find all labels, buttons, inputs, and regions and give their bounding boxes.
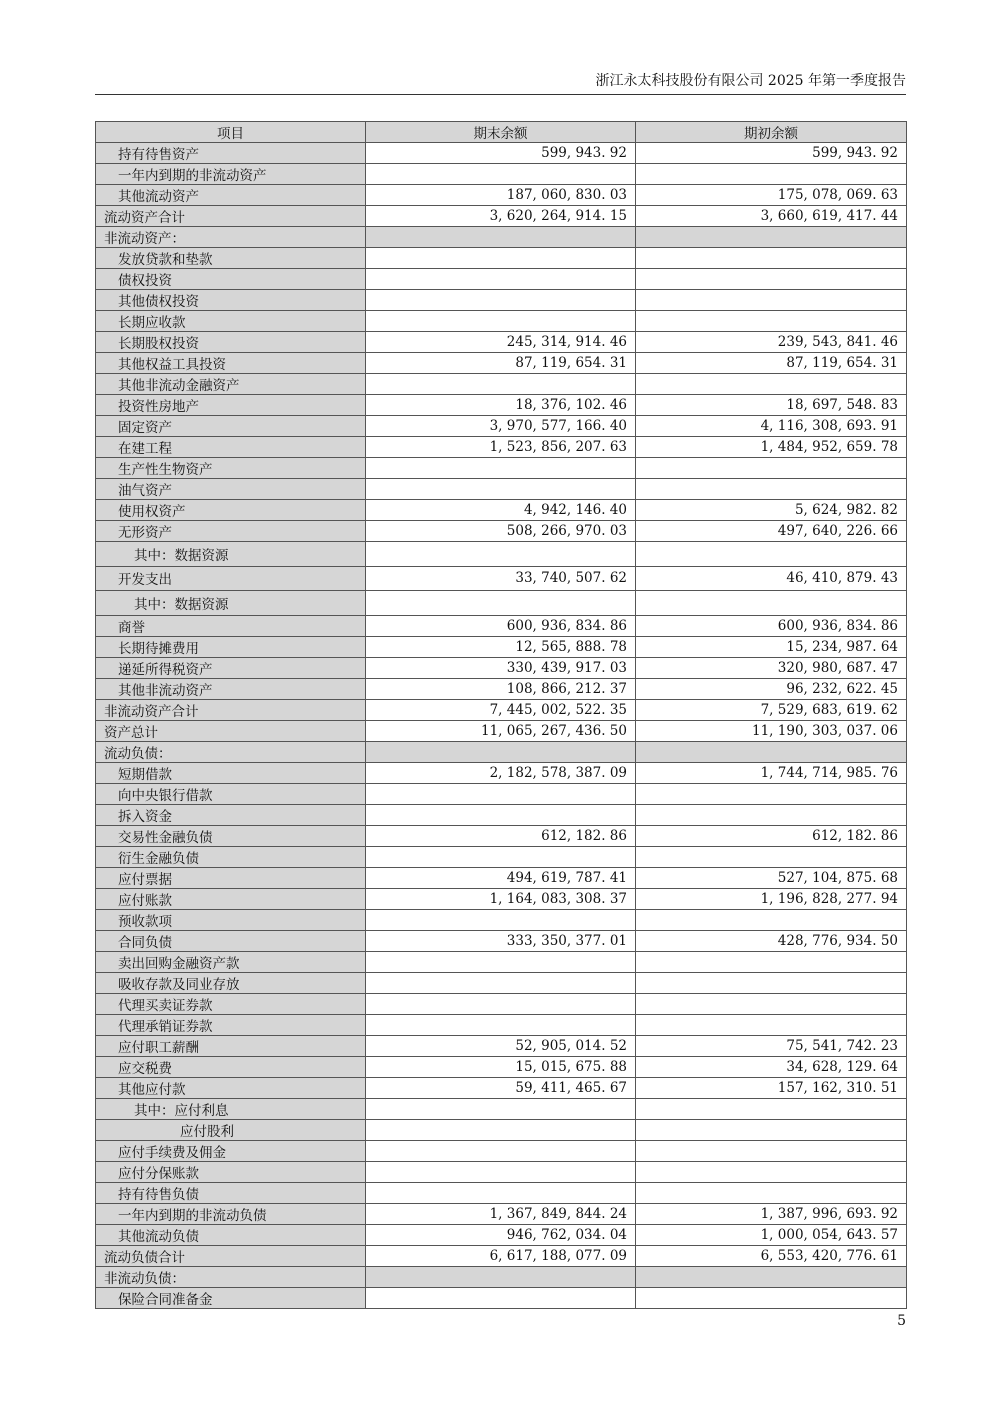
begin-balance-cell: 5, 624, 982. 82 <box>636 500 907 521</box>
row-label: 其他非流动金融资产 <box>96 374 366 395</box>
table-row <box>96 1098 907 1119</box>
table-row <box>96 1140 907 1161</box>
table-row <box>96 164 907 185</box>
end-balance-cell <box>366 846 636 867</box>
table-row <box>96 479 907 500</box>
begin-balance-cell <box>636 542 907 567</box>
begin-balance-cell: 75, 541, 742. 23 <box>636 1035 907 1056</box>
table-row <box>96 741 907 762</box>
column-header-begin-balance: 期初余额 <box>636 122 907 143</box>
end-balance-cell <box>366 783 636 804</box>
table-row <box>96 521 907 542</box>
begin-balance-cell <box>636 374 907 395</box>
end-balance-cell: 3, 970, 577, 166. 40 <box>366 416 636 437</box>
row-label: 持有待售资产 <box>96 143 366 164</box>
end-balance-cell <box>366 1287 636 1308</box>
row-label: 合同负债 <box>96 930 366 951</box>
end-balance-cell <box>366 1014 636 1035</box>
row-label: 代理承销证券款 <box>96 1014 366 1035</box>
end-balance-cell: 2, 182, 578, 387. 09 <box>366 762 636 783</box>
begin-balance-cell <box>636 1266 907 1287</box>
begin-balance-cell: 175, 078, 069. 63 <box>636 185 907 206</box>
table-row <box>96 269 907 290</box>
row-label: 应付票据 <box>96 867 366 888</box>
row-label: 应交税费 <box>96 1056 366 1077</box>
table-row <box>96 311 907 332</box>
table-row <box>96 804 907 825</box>
end-balance-cell: 11, 065, 267, 436. 50 <box>366 720 636 741</box>
row-label: 预收款项 <box>96 909 366 930</box>
table-row <box>96 678 907 699</box>
row-label: 应付分保账款 <box>96 1161 366 1182</box>
begin-balance-cell: 497, 640, 226. 66 <box>636 521 907 542</box>
begin-balance-cell <box>636 741 907 762</box>
table-row <box>96 615 907 636</box>
row-label: 其他流动资产 <box>96 185 366 206</box>
table-row <box>96 993 907 1014</box>
column-header-end-balance: 期末余额 <box>366 122 636 143</box>
begin-balance-cell <box>636 290 907 311</box>
row-label: 开发支出 <box>96 566 366 591</box>
row-label: 代理买卖证券款 <box>96 993 366 1014</box>
table-row <box>96 353 907 374</box>
row-label: 非流动负债： <box>96 1266 366 1287</box>
row-label: 衍生金融负债 <box>96 846 366 867</box>
balance-sheet-table-container <box>95 121 906 1309</box>
begin-balance-cell: 46, 410, 879. 43 <box>636 566 907 591</box>
end-balance-cell <box>366 1140 636 1161</box>
begin-balance-cell: 6, 553, 420, 776. 61 <box>636 1245 907 1266</box>
begin-balance-cell <box>636 269 907 290</box>
begin-balance-cell <box>636 804 907 825</box>
table-row <box>96 657 907 678</box>
table-row <box>96 825 907 846</box>
begin-balance-cell <box>636 846 907 867</box>
row-label: 其他应付款 <box>96 1077 366 1098</box>
end-balance-cell: 508, 266, 970. 03 <box>366 521 636 542</box>
row-label: 其他非流动资产 <box>96 678 366 699</box>
table-row <box>96 783 907 804</box>
table-row <box>96 1035 907 1056</box>
row-label: 拆入资金 <box>96 804 366 825</box>
table-row <box>96 542 907 567</box>
end-balance-cell <box>366 1161 636 1182</box>
begin-balance-cell: 428, 776, 934. 50 <box>636 930 907 951</box>
end-balance-cell <box>366 479 636 500</box>
row-label: 交易性金融负债 <box>96 825 366 846</box>
begin-balance-cell: 96, 232, 622. 45 <box>636 678 907 699</box>
table-row <box>96 1287 907 1308</box>
end-balance-cell: 33, 740, 507. 62 <box>366 566 636 591</box>
row-label: 流动负债： <box>96 741 366 762</box>
table-row <box>96 699 907 720</box>
begin-balance-cell: 527, 104, 875. 68 <box>636 867 907 888</box>
end-balance-cell <box>366 1119 636 1140</box>
begin-balance-cell: 3, 660, 619, 417. 44 <box>636 206 907 227</box>
begin-balance-cell <box>636 1119 907 1140</box>
table-row <box>96 185 907 206</box>
row-label: 应付股利 <box>96 1119 366 1140</box>
begin-balance-cell <box>636 1182 907 1203</box>
table-row <box>96 888 907 909</box>
row-label: 商誉 <box>96 615 366 636</box>
table-row <box>96 395 907 416</box>
end-balance-cell <box>366 972 636 993</box>
begin-balance-cell: 4, 116, 308, 693. 91 <box>636 416 907 437</box>
row-label: 持有待售负债 <box>96 1182 366 1203</box>
row-label: 无形资产 <box>96 521 366 542</box>
column-header-item: 项目 <box>96 122 366 143</box>
row-label: 递延所得税资产 <box>96 657 366 678</box>
end-balance-cell: 187, 060, 830. 03 <box>366 185 636 206</box>
end-balance-cell <box>366 591 636 616</box>
end-balance-cell <box>366 542 636 567</box>
end-balance-cell: 612, 182. 86 <box>366 825 636 846</box>
begin-balance-cell <box>636 972 907 993</box>
end-balance-cell: 87, 119, 654. 31 <box>366 353 636 374</box>
end-balance-cell <box>366 248 636 269</box>
table-row <box>96 846 907 867</box>
table-row <box>96 290 907 311</box>
begin-balance-cell: 34, 628, 129. 64 <box>636 1056 907 1077</box>
end-balance-cell: 600, 936, 834. 86 <box>366 615 636 636</box>
begin-balance-cell <box>636 227 907 248</box>
begin-balance-cell <box>636 1140 907 1161</box>
row-label: 固定资产 <box>96 416 366 437</box>
end-balance-cell <box>366 164 636 185</box>
row-label: 长期待摊费用 <box>96 636 366 657</box>
row-label: 其中：数据资源 <box>96 542 366 567</box>
row-label: 资产总计 <box>96 720 366 741</box>
end-balance-cell: 108, 866, 212. 37 <box>366 678 636 699</box>
row-label: 其他权益工具投资 <box>96 353 366 374</box>
begin-balance-cell: 87, 119, 654. 31 <box>636 353 907 374</box>
table-row <box>96 762 907 783</box>
row-label: 其中：数据资源 <box>96 591 366 616</box>
end-balance-cell: 1, 523, 856, 207. 63 <box>366 437 636 458</box>
row-label: 流动负债合计 <box>96 1245 366 1266</box>
row-label: 非流动资产合计 <box>96 699 366 720</box>
begin-balance-cell: 1, 196, 828, 277. 94 <box>636 888 907 909</box>
begin-balance-cell: 320, 980, 687. 47 <box>636 657 907 678</box>
table-row <box>96 930 907 951</box>
row-label: 长期股权投资 <box>96 332 366 353</box>
row-label: 应付手续费及佣金 <box>96 1140 366 1161</box>
end-balance-cell: 59, 411, 465. 67 <box>366 1077 636 1098</box>
table-row <box>96 500 907 521</box>
table-row <box>96 566 907 591</box>
row-label: 应付职工薪酬 <box>96 1035 366 1056</box>
row-label: 其他流动负债 <box>96 1224 366 1245</box>
begin-balance-cell: 1, 744, 714, 985. 76 <box>636 762 907 783</box>
table-row <box>96 1077 907 1098</box>
begin-balance-cell: 1, 000, 054, 643. 57 <box>636 1224 907 1245</box>
end-balance-cell <box>366 374 636 395</box>
table-row <box>96 720 907 741</box>
begin-balance-cell <box>636 1014 907 1035</box>
begin-balance-cell: 599, 943. 92 <box>636 143 907 164</box>
end-balance-cell: 3, 620, 264, 914. 15 <box>366 206 636 227</box>
row-label: 流动资产合计 <box>96 206 366 227</box>
begin-balance-cell <box>636 1098 907 1119</box>
end-balance-cell: 52, 905, 014. 52 <box>366 1035 636 1056</box>
begin-balance-cell <box>636 909 907 930</box>
table-row <box>96 909 907 930</box>
begin-balance-cell: 1, 484, 952, 659. 78 <box>636 437 907 458</box>
table-row <box>96 248 907 269</box>
end-balance-cell <box>366 269 636 290</box>
begin-balance-cell: 18, 697, 548. 83 <box>636 395 907 416</box>
end-balance-cell: 946, 762, 034. 04 <box>366 1224 636 1245</box>
end-balance-cell <box>366 458 636 479</box>
end-balance-cell: 330, 439, 917. 03 <box>366 657 636 678</box>
table-header-row <box>96 122 907 143</box>
end-balance-cell <box>366 951 636 972</box>
end-balance-cell: 15, 015, 675. 88 <box>366 1056 636 1077</box>
begin-balance-cell <box>636 164 907 185</box>
table-row <box>96 227 907 248</box>
table-row <box>96 374 907 395</box>
table-row <box>96 416 907 437</box>
table-row <box>96 636 907 657</box>
row-label: 在建工程 <box>96 437 366 458</box>
begin-balance-cell: 15, 234, 987. 64 <box>636 636 907 657</box>
begin-balance-cell <box>636 1161 907 1182</box>
table-row <box>96 1161 907 1182</box>
table-body <box>96 143 907 1309</box>
begin-balance-cell: 600, 936, 834. 86 <box>636 615 907 636</box>
end-balance-cell: 245, 314, 914. 46 <box>366 332 636 353</box>
table-row <box>96 867 907 888</box>
end-balance-cell <box>366 741 636 762</box>
end-balance-cell <box>366 1182 636 1203</box>
end-balance-cell: 12, 565, 888. 78 <box>366 636 636 657</box>
begin-balance-cell: 11, 190, 303, 037. 06 <box>636 720 907 741</box>
begin-balance-cell <box>636 783 907 804</box>
end-balance-cell <box>366 311 636 332</box>
row-label: 一年内到期的非流动负债 <box>96 1203 366 1224</box>
begin-balance-cell: 239, 543, 841. 46 <box>636 332 907 353</box>
begin-balance-cell <box>636 591 907 616</box>
row-label: 长期应收款 <box>96 311 366 332</box>
table-row <box>96 1224 907 1245</box>
table-row <box>96 437 907 458</box>
page-header: 浙江永太科技股份有限公司 2025 年第一季度报告 <box>95 70 906 95</box>
row-label: 使用权资产 <box>96 500 366 521</box>
end-balance-cell <box>366 993 636 1014</box>
table-row <box>96 1119 907 1140</box>
row-label: 吸收存款及同业存放 <box>96 972 366 993</box>
row-label: 油气资产 <box>96 479 366 500</box>
table-row <box>96 458 907 479</box>
page-number: 5 <box>897 1313 906 1329</box>
row-label: 一年内到期的非流动资产 <box>96 164 366 185</box>
end-balance-cell: 4, 942, 146. 40 <box>366 500 636 521</box>
end-balance-cell: 333, 350, 377. 01 <box>366 930 636 951</box>
end-balance-cell: 1, 367, 849, 844. 24 <box>366 1203 636 1224</box>
begin-balance-cell <box>636 479 907 500</box>
row-label: 保险合同准备金 <box>96 1287 366 1308</box>
table-row <box>96 332 907 353</box>
end-balance-cell: 7, 445, 002, 522. 35 <box>366 699 636 720</box>
row-label: 向中央银行借款 <box>96 783 366 804</box>
table-row <box>96 1266 907 1287</box>
row-label: 生产性生物资产 <box>96 458 366 479</box>
begin-balance-cell <box>636 993 907 1014</box>
end-balance-cell: 6, 617, 188, 077. 09 <box>366 1245 636 1266</box>
begin-balance-cell <box>636 458 907 479</box>
begin-balance-cell: 7, 529, 683, 619. 62 <box>636 699 907 720</box>
begin-balance-cell <box>636 311 907 332</box>
begin-balance-cell <box>636 248 907 269</box>
row-label: 债权投资 <box>96 269 366 290</box>
end-balance-cell <box>366 909 636 930</box>
end-balance-cell: 1, 164, 083, 308. 37 <box>366 888 636 909</box>
table-row <box>96 1014 907 1035</box>
row-label: 非流动资产： <box>96 227 366 248</box>
end-balance-cell: 494, 619, 787. 41 <box>366 867 636 888</box>
begin-balance-cell <box>636 951 907 972</box>
table-row <box>96 591 907 616</box>
row-label: 其中：应付利息 <box>96 1098 366 1119</box>
row-label: 应付账款 <box>96 888 366 909</box>
row-label: 投资性房地产 <box>96 395 366 416</box>
begin-balance-cell <box>636 1287 907 1308</box>
table-row <box>96 206 907 227</box>
table-row <box>96 143 907 164</box>
begin-balance-cell: 157, 162, 310. 51 <box>636 1077 907 1098</box>
begin-balance-cell: 1, 387, 996, 693. 92 <box>636 1203 907 1224</box>
end-balance-cell: 599, 943. 92 <box>366 143 636 164</box>
table-row <box>96 1056 907 1077</box>
row-label: 短期借款 <box>96 762 366 783</box>
table-row <box>96 1245 907 1266</box>
end-balance-cell <box>366 1266 636 1287</box>
end-balance-cell <box>366 804 636 825</box>
row-label: 卖出回购金融资产款 <box>96 951 366 972</box>
table-row <box>96 951 907 972</box>
row-label: 其他债权投资 <box>96 290 366 311</box>
end-balance-cell <box>366 227 636 248</box>
row-label: 发放贷款和垫款 <box>96 248 366 269</box>
table-row <box>96 972 907 993</box>
table-row <box>96 1182 907 1203</box>
end-balance-cell <box>366 1098 636 1119</box>
end-balance-cell: 18, 376, 102. 46 <box>366 395 636 416</box>
begin-balance-cell: 612, 182. 86 <box>636 825 907 846</box>
table-row <box>96 1203 907 1224</box>
end-balance-cell <box>366 290 636 311</box>
balance-sheet-table <box>95 121 907 1309</box>
